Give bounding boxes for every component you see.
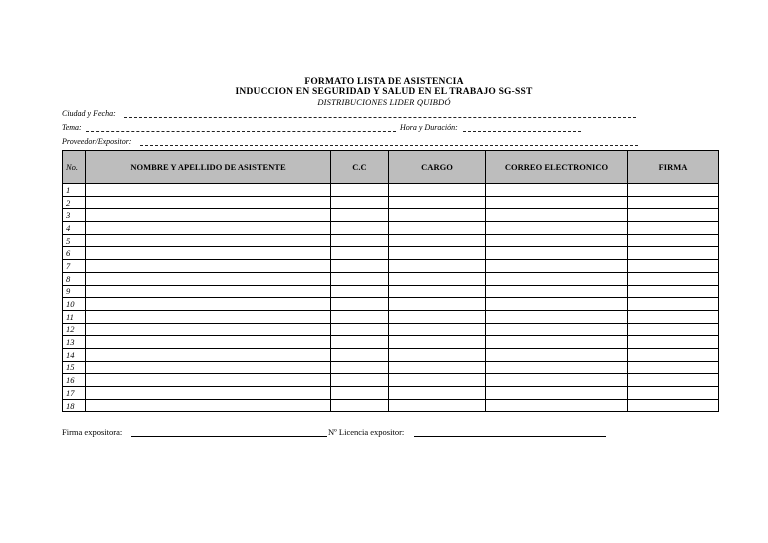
table-cell[interactable] [486, 298, 628, 311]
table-row [63, 298, 719, 311]
table-cell[interactable] [628, 399, 719, 412]
row-number: 2 [63, 196, 86, 209]
table-cell[interactable] [628, 272, 719, 285]
signature-label: Firma expositora: [62, 427, 123, 437]
table-cell[interactable] [628, 184, 719, 197]
table-cell[interactable] [389, 209, 486, 222]
table-cell[interactable] [486, 336, 628, 349]
table-row [63, 361, 719, 374]
table-cell[interactable] [331, 310, 389, 323]
time-duration-label: Hora y Duración: [400, 123, 458, 132]
table-cell[interactable] [628, 298, 719, 311]
table-cell[interactable] [628, 323, 719, 336]
table-row [63, 387, 719, 400]
table-cell[interactable] [86, 348, 331, 361]
row-number: 14 [63, 348, 86, 361]
table-cell[interactable] [389, 374, 486, 387]
topic-label: Tema: [62, 123, 82, 132]
table-row [63, 272, 719, 285]
table-cell[interactable] [486, 184, 628, 197]
table-cell[interactable] [331, 336, 389, 349]
table-cell[interactable] [86, 247, 331, 260]
signature-line[interactable] [131, 436, 327, 437]
table-cell[interactable] [86, 222, 331, 235]
table-row [63, 222, 719, 235]
row-number: 6 [63, 247, 86, 260]
column-header: FIRMA [628, 151, 719, 184]
row-number: 17 [63, 387, 86, 400]
table-cell[interactable] [486, 272, 628, 285]
table-cell[interactable] [628, 247, 719, 260]
table-cell[interactable] [331, 184, 389, 197]
table-cell[interactable] [331, 361, 389, 374]
table-cell[interactable] [86, 196, 331, 209]
table-cell[interactable] [86, 285, 331, 298]
table-cell[interactable] [486, 310, 628, 323]
provider-label: Proveedor/Expositor: [62, 137, 132, 146]
table-cell[interactable] [331, 260, 389, 273]
city-date-line[interactable] [124, 117, 636, 118]
table-cell[interactable] [389, 361, 486, 374]
table-cell[interactable] [628, 260, 719, 273]
table-cell[interactable] [331, 399, 389, 412]
row-number: 12 [63, 323, 86, 336]
table-cell[interactable] [628, 209, 719, 222]
table-cell[interactable] [331, 323, 389, 336]
table-cell[interactable] [628, 222, 719, 235]
table-cell[interactable] [86, 260, 331, 273]
table-cell[interactable] [331, 348, 389, 361]
table-cell[interactable] [486, 247, 628, 260]
table-cell[interactable] [389, 399, 486, 412]
row-number: 5 [63, 234, 86, 247]
table-header-row [63, 151, 719, 184]
table-cell[interactable] [486, 399, 628, 412]
table-cell[interactable] [331, 222, 389, 235]
table-cell[interactable] [628, 196, 719, 209]
table-cell[interactable] [486, 361, 628, 374]
table-cell[interactable] [389, 196, 486, 209]
table-row [63, 234, 719, 247]
row-number: 9 [63, 285, 86, 298]
table-cell[interactable] [486, 209, 628, 222]
table-cell[interactable] [86, 336, 331, 349]
row-number: 1 [63, 184, 86, 197]
table-cell[interactable] [389, 260, 486, 273]
company-name: DISTRIBUCIONES LIDER QUIBDÓ [317, 97, 451, 107]
row-number: 3 [63, 209, 86, 222]
table-cell[interactable] [486, 323, 628, 336]
table-cell[interactable] [389, 336, 486, 349]
table-cell[interactable] [331, 387, 389, 400]
table-cell[interactable] [628, 285, 719, 298]
table-cell[interactable] [331, 285, 389, 298]
table-row [63, 285, 719, 298]
column-header: C.C [331, 151, 389, 184]
table-cell[interactable] [389, 310, 486, 323]
table-cell[interactable] [389, 247, 486, 260]
table-row [63, 399, 719, 412]
table-cell[interactable] [331, 298, 389, 311]
table-cell[interactable] [331, 272, 389, 285]
table-cell[interactable] [486, 234, 628, 247]
table-cell[interactable] [628, 234, 719, 247]
table-cell[interactable] [628, 374, 719, 387]
table-cell[interactable] [628, 310, 719, 323]
form-subtitle: INDUCCION EN SEGURIDAD Y SALUD EN EL TRABAJO SG-SST [235, 87, 533, 97]
table-row [63, 260, 719, 273]
provider-line[interactable] [140, 145, 638, 146]
row-number: 13 [63, 336, 86, 349]
table-cell[interactable] [86, 361, 331, 374]
row-number: 18 [63, 399, 86, 412]
table-row [63, 348, 719, 361]
column-header: No. [63, 151, 86, 184]
column-header: CARGO [389, 151, 486, 184]
table-row [63, 184, 719, 197]
row-number: 16 [63, 374, 86, 387]
table-row [63, 323, 719, 336]
table-cell[interactable] [331, 196, 389, 209]
license-label: Nº Licencia expositor: [328, 427, 405, 437]
table-row [63, 196, 719, 209]
row-number: 15 [63, 361, 86, 374]
row-number: 10 [63, 298, 86, 311]
row-number: 7 [63, 260, 86, 273]
table-body [63, 184, 719, 412]
table-cell[interactable] [389, 348, 486, 361]
topic-line[interactable] [86, 131, 396, 132]
table-cell[interactable] [628, 336, 719, 349]
row-number: 11 [63, 310, 86, 323]
table-row [63, 336, 719, 349]
table-cell[interactable] [86, 184, 331, 197]
table-row [63, 374, 719, 387]
table-cell[interactable] [86, 234, 331, 247]
table-cell[interactable] [628, 387, 719, 400]
table-cell[interactable] [86, 387, 331, 400]
table-cell[interactable] [86, 272, 331, 285]
table-cell[interactable] [486, 222, 628, 235]
table-row [63, 209, 719, 222]
city-date-label: Ciudad y Fecha: [62, 109, 116, 118]
column-header: NOMBRE Y APELLIDO DE ASISTENTE [86, 151, 331, 184]
table-cell[interactable] [389, 387, 486, 400]
table-cell[interactable] [389, 272, 486, 285]
table-cell[interactable] [628, 348, 719, 361]
table-row [63, 310, 719, 323]
form-title: FORMATO LISTA DE ASISTENCIA [304, 77, 464, 87]
table-cell[interactable] [331, 209, 389, 222]
table-cell[interactable] [486, 374, 628, 387]
table-cell[interactable] [389, 184, 486, 197]
time-duration-line[interactable] [463, 131, 581, 132]
table-cell[interactable] [86, 298, 331, 311]
table-cell[interactable] [486, 387, 628, 400]
table-cell[interactable] [486, 348, 628, 361]
table-cell[interactable] [389, 323, 486, 336]
row-number: 8 [63, 272, 86, 285]
column-header: CORREO ELECTRONICO [486, 151, 628, 184]
table-cell[interactable] [331, 234, 389, 247]
table-row [63, 247, 719, 260]
license-line[interactable] [414, 436, 606, 437]
table-cell[interactable] [86, 209, 331, 222]
table-cell[interactable] [389, 234, 486, 247]
table-cell[interactable] [331, 374, 389, 387]
table-cell[interactable] [486, 196, 628, 209]
table-cell[interactable] [331, 247, 389, 260]
table-cell[interactable] [86, 399, 331, 412]
row-number: 4 [63, 222, 86, 235]
table-cell[interactable] [486, 260, 628, 273]
table-cell[interactable] [86, 310, 331, 323]
table-cell[interactable] [86, 374, 331, 387]
table-cell[interactable] [389, 222, 486, 235]
table-cell[interactable] [628, 361, 719, 374]
table-cell[interactable] [486, 285, 628, 298]
attendance-table [62, 150, 719, 412]
table-cell[interactable] [86, 323, 331, 336]
table-cell[interactable] [389, 298, 486, 311]
table-cell[interactable] [389, 285, 486, 298]
